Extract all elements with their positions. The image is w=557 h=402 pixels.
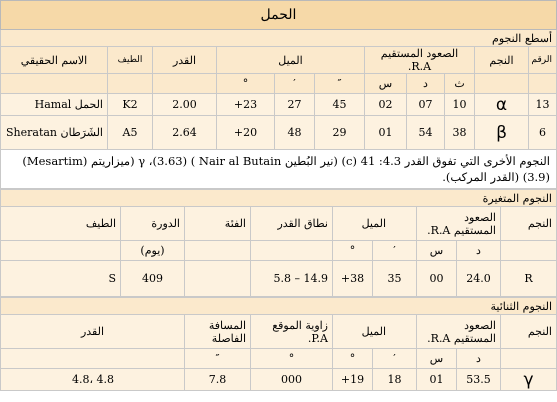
col-star: النجم bbox=[501, 207, 557, 241]
unit-arcmin: ′ bbox=[275, 74, 315, 94]
col-dec: الميل bbox=[333, 315, 417, 349]
unit-hour: س bbox=[417, 349, 457, 369]
col-spec: الطيف bbox=[108, 47, 153, 74]
col-sep: المسافة الفاصلة bbox=[185, 315, 251, 349]
dec-d: +20 bbox=[217, 116, 275, 150]
dec-s: 29 bbox=[315, 116, 365, 150]
star-designation: β bbox=[475, 116, 529, 150]
unit-min: د bbox=[457, 241, 501, 261]
double-stars-table bbox=[0, 297, 557, 391]
dec-d: +19 bbox=[333, 369, 373, 391]
pos-angle: 000 bbox=[251, 369, 333, 391]
dec-m: 27 bbox=[275, 94, 315, 116]
col-spec: الطيف bbox=[1, 207, 121, 241]
page-title: الحمل bbox=[1, 1, 557, 30]
dec-s: 45 bbox=[315, 94, 365, 116]
dec-m: 35 bbox=[373, 261, 417, 297]
star-designation: R bbox=[501, 261, 557, 297]
var-period: 409 bbox=[121, 261, 185, 297]
unit-arcmin: ′ bbox=[373, 241, 417, 261]
unit-blank bbox=[251, 241, 333, 261]
unit-sep: ″ bbox=[185, 349, 251, 369]
col-star: النجم bbox=[501, 315, 557, 349]
mag-range: 14.9 – 5.8 bbox=[251, 261, 333, 297]
col-period: الدورة bbox=[121, 207, 185, 241]
ra-m: 53.5 bbox=[457, 369, 501, 391]
unit-blank bbox=[475, 74, 529, 94]
unit-period: (يوم) bbox=[121, 241, 185, 261]
star-spec: K2 bbox=[108, 94, 153, 116]
unit-degree: ° bbox=[217, 74, 275, 94]
dec-d: +38 bbox=[333, 261, 373, 297]
col-mag: القدر bbox=[1, 315, 185, 349]
unit-blank bbox=[1, 349, 185, 369]
bright-stars-table bbox=[0, 0, 557, 189]
unit-blank bbox=[501, 349, 557, 369]
unit-blank bbox=[1, 241, 121, 261]
col-dec: الميل bbox=[333, 207, 417, 241]
col-ra: الصعود المستقيم R.A. bbox=[417, 207, 501, 241]
star-num: 6 bbox=[529, 116, 557, 150]
unit-min: د bbox=[457, 349, 501, 369]
unit-hour: س bbox=[417, 241, 457, 261]
unit-blank bbox=[108, 74, 153, 94]
star-designation: α bbox=[475, 94, 529, 116]
unit-arcmin: ′ bbox=[373, 349, 417, 369]
unit-blank bbox=[153, 74, 217, 94]
other-stars-note: النجوم الأخرى التي تفوق القدر 4.3: 41 (c) (نير البُطين Nair al Butain ) (3.63)، γ (ميزاريتم (Mesartim) (3.9) (القدر المركب). bbox=[1, 150, 557, 189]
ra-m: 07 bbox=[407, 94, 445, 116]
unit-blank bbox=[529, 74, 557, 94]
col-range: نطاق القدر bbox=[251, 207, 333, 241]
col-dec: الميل bbox=[217, 47, 365, 74]
unit-hour: ث bbox=[445, 74, 475, 94]
table-row bbox=[1, 116, 557, 150]
bright-stars-heading: أسطع النجوم bbox=[1, 30, 557, 47]
col-pa: زاوية الموقع P.A. bbox=[251, 315, 333, 349]
col-num: الرقم bbox=[529, 47, 557, 74]
ra-s: 10 bbox=[445, 94, 475, 116]
ra-m: 54 bbox=[407, 116, 445, 150]
col-star: النجم bbox=[475, 47, 529, 74]
dec-m: 48 bbox=[275, 116, 315, 150]
unit-min: د bbox=[407, 74, 445, 94]
col-ra: الصعود المستقيم R.A. bbox=[417, 315, 501, 349]
col-class: الفئة bbox=[185, 207, 251, 241]
table-row bbox=[1, 261, 557, 297]
star-mag: 2.00 bbox=[153, 94, 217, 116]
unit-blank bbox=[501, 241, 557, 261]
dec-m: 18 bbox=[373, 369, 417, 391]
ra-m: 24.0 bbox=[457, 261, 501, 297]
ra-h: 01 bbox=[417, 369, 457, 391]
col-ra: الصعود المستقيم R.A. bbox=[365, 47, 475, 74]
ra-s: 38 bbox=[445, 116, 475, 150]
separation: 7.8 bbox=[185, 369, 251, 391]
col-mag: القدر bbox=[153, 47, 217, 74]
star-name: الحمل Hamal bbox=[1, 94, 108, 116]
star-designation: γ bbox=[501, 369, 557, 391]
unit-degree: ° bbox=[333, 241, 373, 261]
table-row bbox=[1, 369, 557, 391]
unit-blank bbox=[185, 241, 251, 261]
variable-stars-table bbox=[0, 189, 557, 297]
ra-h: 00 bbox=[417, 261, 457, 297]
unit-sec: س bbox=[365, 74, 407, 94]
col-name: الاسم الحقيقي bbox=[1, 47, 108, 74]
unit-blank bbox=[1, 74, 108, 94]
ra-h: 02 bbox=[365, 94, 407, 116]
dec-d: +23 bbox=[217, 94, 275, 116]
star-spec: A5 bbox=[108, 116, 153, 150]
star-num: 13 bbox=[529, 94, 557, 116]
unit-pa: ° bbox=[251, 349, 333, 369]
table-row bbox=[1, 94, 557, 116]
variable-stars-heading: النجوم المتغيرة bbox=[1, 190, 557, 207]
unit-degree: ° bbox=[333, 349, 373, 369]
var-spec: S bbox=[1, 261, 121, 297]
ra-h: 01 bbox=[365, 116, 407, 150]
unit-arcsec: ″ bbox=[315, 74, 365, 94]
double-stars-heading: النجوم الثنائية bbox=[1, 298, 557, 315]
star-name: الشَرَطان Sheratan bbox=[1, 116, 108, 150]
var-class bbox=[185, 261, 251, 297]
double-mag: 4.8 ،4.8 bbox=[1, 369, 185, 391]
star-mag: 2.64 bbox=[153, 116, 217, 150]
